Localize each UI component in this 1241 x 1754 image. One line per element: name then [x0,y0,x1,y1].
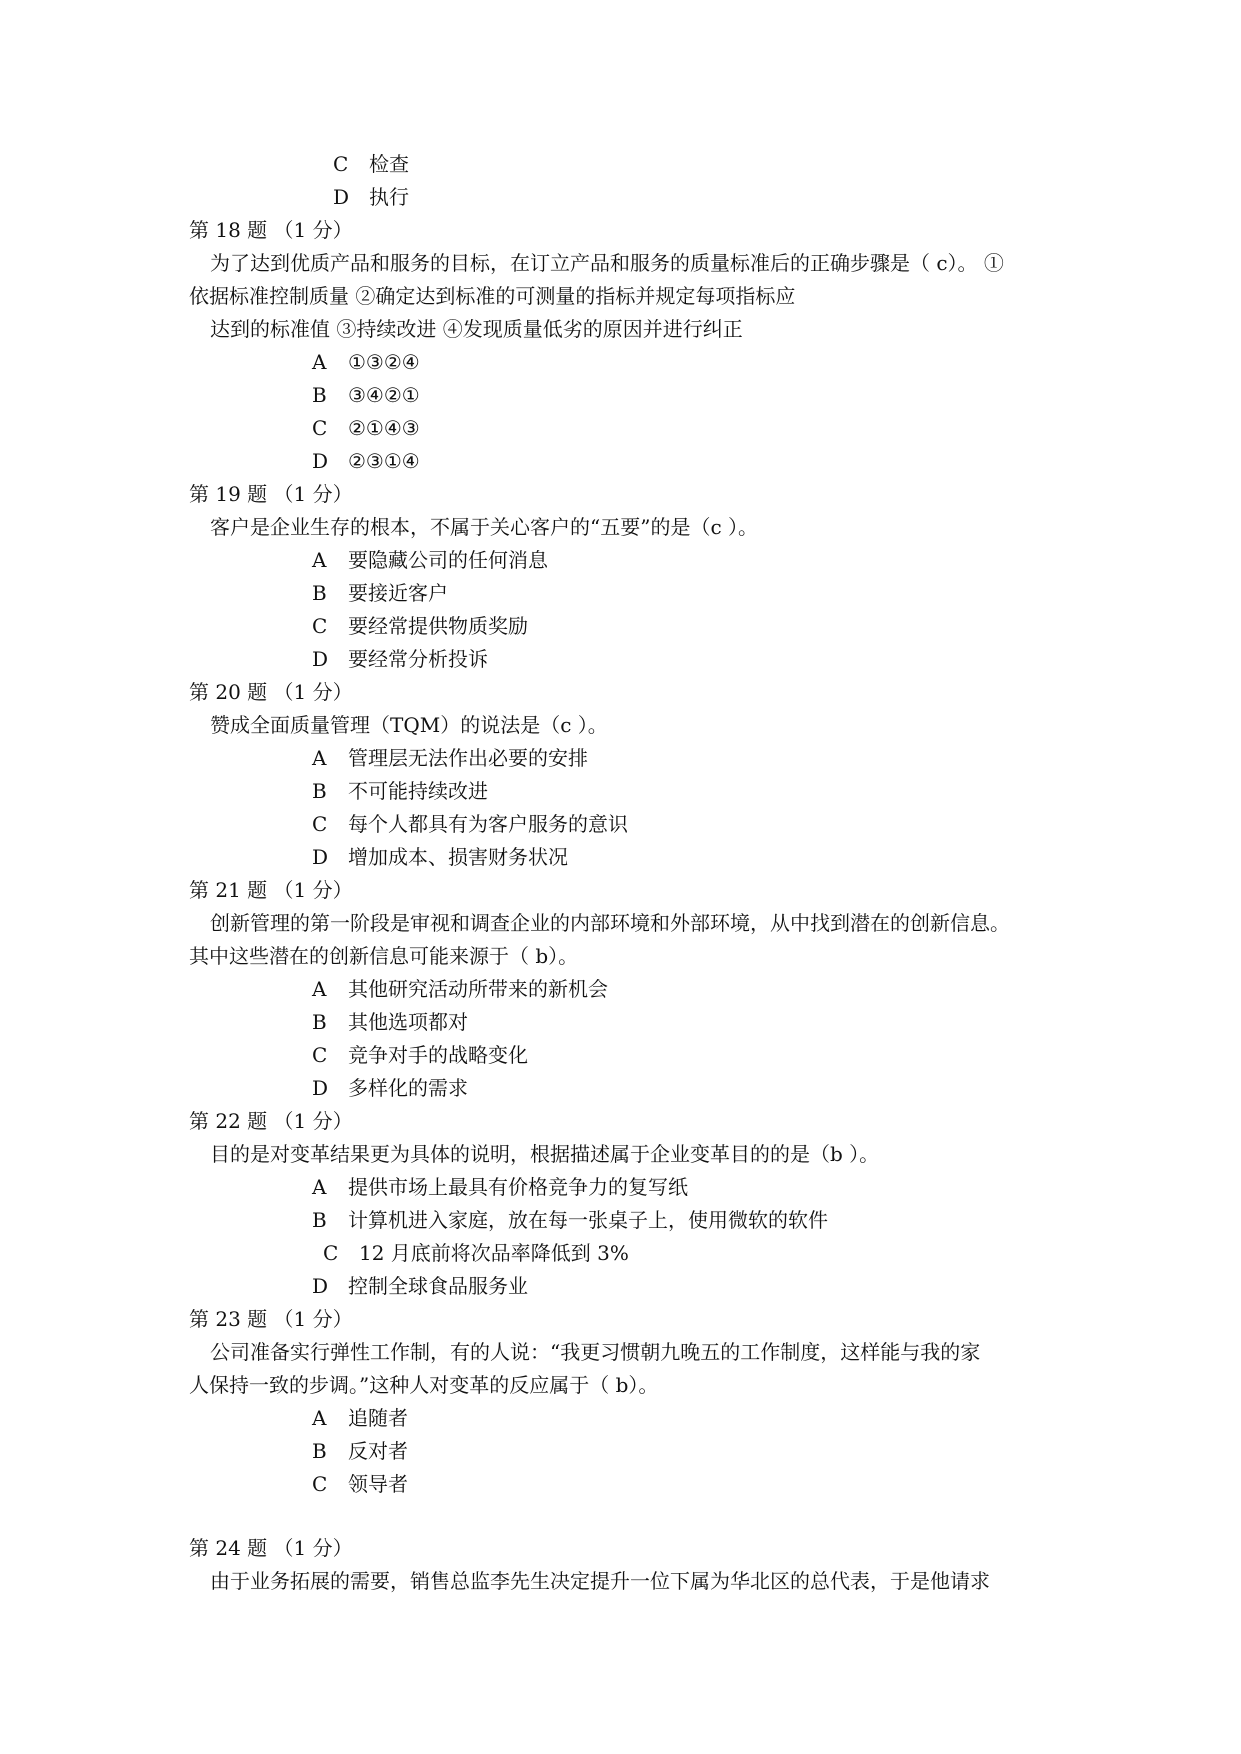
option-text: 12 月底前将次品率降低到 3% [359,1241,629,1265]
option-text: 多样化的需求 [348,1076,468,1100]
option-text: ③④②① [348,383,420,407]
option-letter: D [312,1274,329,1298]
option-text: 领导者 [348,1472,408,1496]
option-text: 不可能持续改进 [348,779,488,803]
option-text: 增加成本、损害财务状况 [348,845,568,869]
option-line [312,449,420,473]
option-text: 每个人都具有为客户服务的意识 [348,812,628,836]
question-header: 第 23 题 （1 分） [189,1307,353,1331]
option-line [312,1043,528,1067]
question-stem: 达到的标准值 ③持续改进 ④发现质量低劣的原因并进行纠正 [210,317,743,341]
option-letter: D [312,449,329,473]
option-text: ②③①④ [348,449,420,473]
option-text: 提供市场上最具有价格竞争力的复写纸 [348,1175,688,1199]
option-letter: A [312,548,327,572]
option-letter: C [312,614,328,638]
option-text: 竞争对手的战略变化 [348,1043,528,1067]
option-line [312,647,488,671]
option-line [312,383,420,407]
option-text: 其他选项都对 [348,1010,468,1034]
option-line [312,1274,528,1298]
option-line [312,1439,408,1463]
option-line [312,1406,408,1430]
question-stem: 为了达到优质产品和服务的目标，在订立产品和服务的质量标准后的正确步骤是（ c）。 ① [210,251,1004,275]
question-header: 第 22 题 （1 分） [189,1109,353,1133]
option-text: 其他研究活动所带来的新机会 [348,977,608,1001]
option-text: 要隐藏公司的任何消息 [348,548,548,572]
option-letter: D [312,647,329,671]
option-line [333,152,409,176]
option-letter: B [312,581,327,605]
option-text: ①③②④ [348,350,420,374]
option-line [312,1208,828,1232]
option-letter: A [312,977,327,1001]
question-stem: 目的是对变革结果更为具体的说明，根据描述属于企业变革目的的是（b ）。 [210,1142,880,1166]
option-line [312,845,568,869]
option-letter: A [312,746,327,770]
option-text: 反对者 [348,1439,408,1463]
option-letter: C [312,1043,328,1067]
option-letter: B [312,779,327,803]
option-line [312,1175,688,1199]
question-header: 第 20 题 （1 分） [189,680,353,704]
option-line [312,1010,468,1034]
option-line [333,185,409,209]
option-line [312,350,420,374]
option-line [312,977,608,1001]
option-letter: C [312,1472,328,1496]
question-header: 第 21 题 （1 分） [189,878,353,902]
option-text: 执行 [369,185,409,209]
option-letter: A [312,1175,327,1199]
option-line [312,812,628,836]
question-stem: 其中这些潜在的创新信息可能来源于（ b）。 [189,944,579,968]
option-line [312,416,420,440]
question-stem: 创新管理的第一阶段是审视和调查企业的内部环境和外部环境，从中找到潜在的创新信息。 [210,911,1010,935]
option-letter: A [312,1406,327,1430]
option-letter: D [333,185,350,209]
option-letter: B [312,1208,327,1232]
question-stem: 客户是企业生存的根本，不属于关心客户的“五要”的是（c ）。 [210,515,759,539]
option-text: 控制全球食品服务业 [348,1274,528,1298]
question-header: 第 18 题 （1 分） [189,218,353,242]
option-text: ②①④③ [348,416,420,440]
option-text: 要经常分析投诉 [348,647,488,671]
option-letter: C [312,812,328,836]
question-stem: 人保持一致的步调。”这种人对变革的反应属于（ b）。 [189,1373,659,1397]
option-line [312,746,588,770]
option-letter: C [312,416,328,440]
option-letter: A [312,350,327,374]
option-line [312,1076,468,1100]
option-letter: B [312,1010,327,1034]
question-stem: 赞成全面质量管理（TQM）的说法是（c ）。 [210,713,608,737]
option-line [312,1472,408,1496]
question-header: 第 19 题 （1 分） [189,482,353,506]
option-letter: D [312,1076,329,1100]
option-letter: D [312,845,329,869]
option-line [312,548,548,572]
option-line [312,581,448,605]
option-letter: B [312,383,327,407]
option-text: 要接近客户 [348,581,448,605]
question-header: 第 24 题 （1 分） [189,1536,353,1560]
option-text: 追随者 [348,1406,408,1430]
option-text: 要经常提供物质奖励 [348,614,528,638]
option-letter: C [323,1241,339,1265]
question-stem: 依据标准控制质量 ②确定达到标准的可测量的指标并规定每项指标应 [189,284,796,308]
option-letter: B [312,1439,327,1463]
option-line [323,1241,629,1265]
question-stem: 公司准备实行弹性工作制，有的人说：“我更习惯朝九晚五的工作制度，这样能与我的家 [210,1340,981,1364]
option-text: 检查 [369,152,409,176]
option-text: 管理层无法作出必要的安排 [348,746,588,770]
option-line [312,779,488,803]
option-letter: C [333,152,349,176]
option-line [312,614,528,638]
option-text: 计算机进入家庭，放在每一张桌子上，使用微软的软件 [348,1208,828,1232]
question-stem: 由于业务拓展的需要，销售总监李先生决定提升一位下属为华北区的总代表，于是他请求 [210,1569,990,1593]
